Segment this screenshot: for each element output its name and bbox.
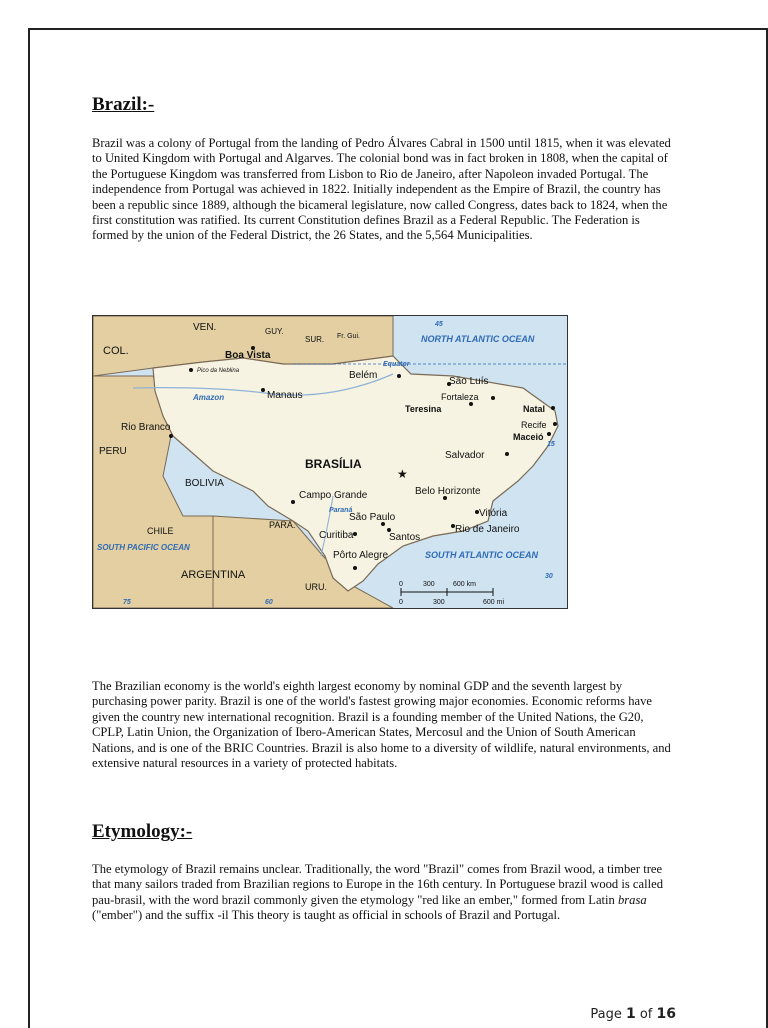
map-city-manaus: Manaus bbox=[267, 390, 303, 401]
map-city-belo-horizonte: Belo Horizonte bbox=[415, 486, 481, 497]
map-ocean-north-atlantic: NORTH ATLANTIC OCEAN bbox=[421, 334, 535, 344]
map-feature-equator: Equator bbox=[383, 361, 410, 368]
paragraph-history: Brazil was a colony of Portugal from the landing of Pedro Álvares Cabral in 1500 until 1815, when it was elevated to United Kingdom with Portugal and Algarves. The colonial bond was in fact broken in 1808, when the capital of the Portuguese Kingdom was transferred from Lisbon to Rio de Janeiro, after Napoleon invaded Portugal. The independence from Portugal was achieved in 1822. Initially independent as the Empire of Brazil, the country has been a republic since 1889, although the bicameral legislature, now called Congress, dates back to 1824, when the first constitution was ratified. Its current Constitution defines Brazil as a Federal Republic. The Federation is formed by the union of the Federal District, the 26 States, and the 5,564 Municipalities. bbox=[92, 136, 671, 243]
brazil-map bbox=[92, 315, 568, 609]
city-dot-porto-alegre bbox=[353, 566, 357, 570]
map-grid-30: 30 bbox=[545, 573, 553, 580]
etymology-text-after: ("ember") and the suffix -il This theory is taught as official in schools of Brazil and Portugal. bbox=[92, 908, 561, 923]
scale-km-0: 0 bbox=[399, 581, 403, 588]
map-label-col: COL. bbox=[103, 345, 129, 357]
city-dot-belem bbox=[397, 374, 401, 378]
map-grid-45: 45 bbox=[435, 321, 443, 328]
map-city-salvador: Salvador bbox=[445, 450, 485, 461]
city-dot-pico bbox=[189, 368, 193, 372]
map-capital-star: ★ bbox=[397, 467, 408, 481]
page-footer bbox=[590, 1006, 676, 1022]
map-label-bolivia: BOLIVIA bbox=[185, 478, 224, 489]
scale-km-300: 300 bbox=[423, 581, 435, 588]
map-capital-label: BRASÍLIA bbox=[305, 457, 362, 471]
map-label-uru: URU. bbox=[305, 582, 327, 592]
map-label-argentina: ARGENTINA bbox=[181, 569, 246, 581]
map-label-chile: CHILE bbox=[147, 526, 174, 536]
map-city-fortaleza: Fortaleza bbox=[441, 392, 479, 402]
city-dot-salvador bbox=[505, 452, 509, 456]
map-city-campo-grande: Campo Grande bbox=[299, 490, 368, 501]
map-city-boa-vista: Boa Vista bbox=[225, 350, 271, 361]
paragraph-economy: The Brazilian economy is the world's eighth largest economy by nominal GDP and the seventh largest by purchasing power parity. Brazil is one of the world's fastest growing major economies. Economic reforms have given the country new international recognition. Brazil is a founding member of the United Nations, the G20, CPLP, Latin Union, the Organization of Ibero-American States, Mercosul and the Union of South American Nations, and is one of the BRIC Countries. Brazil is also home to a diversity of wildlife, natural environments, and extensive natural resources in a variety of protected habitats. bbox=[92, 679, 671, 771]
map-city-recife: Recife bbox=[521, 420, 547, 430]
scale-mi-300: 300 bbox=[433, 599, 445, 606]
map-city-rio-branco: Rio Branco bbox=[121, 422, 171, 433]
city-dot-manaus bbox=[261, 388, 265, 392]
scale-mi-600: 600 mi bbox=[483, 599, 505, 606]
city-dot-curitiba bbox=[353, 532, 357, 536]
etymology-italic-term: brasa bbox=[617, 892, 647, 907]
map-label-para: PARA. bbox=[269, 520, 296, 530]
city-dot-teresina bbox=[469, 402, 473, 406]
map-grid-15: 15 bbox=[547, 441, 555, 448]
paragraph-etymology bbox=[92, 862, 674, 924]
map-city-curitiba: Curitiba bbox=[319, 530, 354, 541]
city-dot-maceio bbox=[547, 432, 551, 436]
map-label-peru: PERU bbox=[99, 446, 127, 457]
map-label-ven: VEN. bbox=[193, 322, 217, 333]
map-feature-amazon: Amazon bbox=[193, 393, 225, 402]
map-label-frgui: Fr. Gui. bbox=[337, 333, 360, 340]
map-city-maceio: Maceió bbox=[513, 432, 544, 442]
map-feature-parana: Paraná bbox=[329, 507, 353, 514]
map-city-santos: Santos bbox=[389, 532, 421, 543]
city-dot-rio-branco bbox=[169, 434, 173, 438]
map-city-sao-luis: São Luís bbox=[449, 376, 489, 387]
map-city-natal: Natal bbox=[523, 404, 546, 414]
map-label-sur: SUR. bbox=[305, 335, 325, 344]
map-city-rio-de-janeiro: Rio de Janeiro bbox=[455, 524, 520, 535]
map-city-sao-paulo: São Paulo bbox=[349, 512, 396, 523]
footer-mid: of bbox=[635, 1007, 657, 1022]
city-dot-recife bbox=[553, 422, 557, 426]
map-city-teresina: Teresina bbox=[405, 404, 442, 414]
heading-brazil: Brazil:- bbox=[92, 94, 155, 115]
map-ocean-south-pacific: SOUTH PACIFIC OCEAN bbox=[97, 543, 190, 552]
scale-km-600: 600 km bbox=[453, 581, 476, 588]
map-ocean-south-atlantic: SOUTH ATLANTIC OCEAN bbox=[425, 550, 538, 560]
map-city-pico: Pico da Neblina bbox=[197, 368, 240, 374]
footer-current-page: 1 bbox=[625, 1006, 636, 1022]
city-dot-fortaleza bbox=[491, 396, 495, 400]
map-city-belem: Belém bbox=[349, 370, 378, 381]
map-label-guy: GUY. bbox=[265, 327, 284, 336]
city-dot-campo-grande bbox=[291, 500, 295, 504]
map-grid-60: 60 bbox=[265, 599, 273, 606]
footer-total-pages: 16 bbox=[656, 1006, 676, 1022]
scale-mi-0: 0 bbox=[399, 599, 403, 606]
map-city-vitoria: Vitória bbox=[479, 508, 508, 519]
map-city-porto-alegre: Pôrto Alegre bbox=[333, 550, 389, 561]
heading-etymology: Etymology:- bbox=[92, 821, 193, 842]
city-dot-natal bbox=[551, 406, 555, 410]
etymology-text-before: The etymology of Brazil remains unclear. Traditionally, the word "Brazil" comes from Brazil wood, a timber tree that many sailors traded from Brazilian regions to Europe in the 16th century. In Portuguese brazil wood is called pau-brasil, with the word brazil commonly given the etymology "red like an ember," formed from Latin bbox=[92, 862, 663, 907]
map-grid-75: 75 bbox=[123, 599, 131, 606]
footer-prefix: Page bbox=[590, 1007, 626, 1022]
map-graphic bbox=[93, 316, 567, 608]
